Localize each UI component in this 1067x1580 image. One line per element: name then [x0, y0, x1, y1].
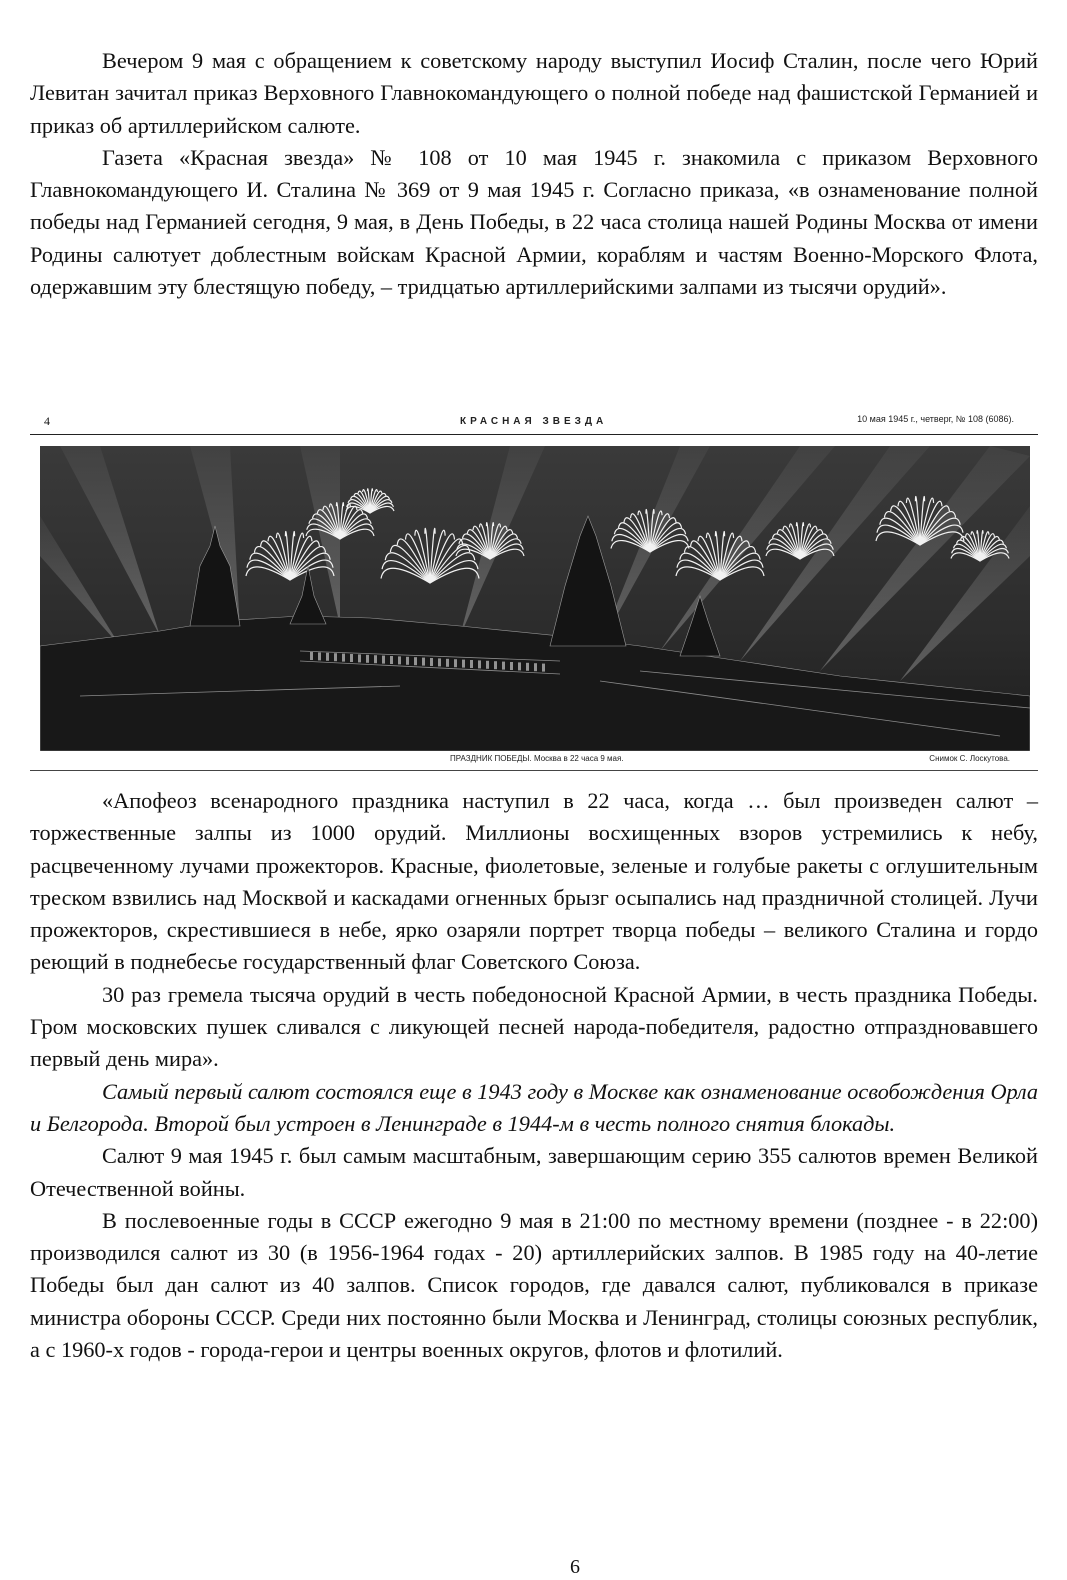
newspaper-name: КРАСНАЯ ЗВЕЗДА — [460, 416, 608, 427]
photo-credit: Снимок С. Лоскутова. — [929, 754, 1010, 763]
fireworks-photo — [40, 446, 1030, 751]
paragraph: В послевоенные годы в СССР ежегодно 9 мая в 21:00 по местному времени (позднее - в 22:00) производился салют из 30 (в 1956-1964 годах - 20) артиллерийских залпов. В 1985 году на 40-летие Победы был дан салют из 40 залпов. Список городов, где давался салют, публиковался в приказе министра обороны СССР. Среди них постоянно были Москва и Ленинград, столицы союзных республик, а с 1960-х годов - города-герои и центры военных округов, флотов и флотилий. — [30, 1207, 1038, 1363]
paragraph: 30 раз гремела тысяча орудий в честь победоносной Красной Армии, в честь праздника Победы. Гром московских пушек сливался с ликующей песней народа-победителя, радостно отпраздновавшего первый день мира». — [30, 981, 1038, 1072]
paragraph: Газета «Красная звезда» № 108 от 10 мая 1945 г. знакомила с приказом Верховного Главнокомандующего И. Сталина № 369 от 9 мая 1945 г. Согласно приказа, «в ознаменование полной победы над Германией сегодня, 9 мая, в День Победы, в 22 часа столица нашей Родины Москва от имени Родины салютует доблестным войскам Красной Армии, кораблям и частям Военно-Морского Флота, одержавшим эту блестящую победу, – тридцатью артиллерийскими залпами из тысячи орудий». — [30, 144, 1038, 300]
intro-text — [30, 45, 1038, 303]
page-number: 6 — [570, 1556, 580, 1578]
newspaper-clipping — [30, 412, 1038, 777]
divider — [30, 770, 1038, 771]
newspaper-issue: 10 мая 1945 г., четверг, № 108 (6086). — [857, 414, 1014, 424]
paragraph: «Апофеоз всенародного праздника наступил в 22 часа, когда … был произведен салют – торжественные залпы из 1000 орудий. Миллионы восхищенных взоров устремились к небу, расцвеченному лучами прожекторов. Красные, фиолетовые, зеленые и голубые ракеты с оглушительным треском взвились над Москвой и каскадами огненных брызг осыпались над праздничной столицей. Лучи прожекторов, скрестившиеся в небе, ярко озаряли портрет творца победы – великого Сталина и гордо реющий в поднебесье государственный флаг Советского Союза. — [30, 788, 1038, 975]
newspaper-header — [30, 412, 1038, 435]
photo-caption: ПРАЗДНИК ПОБЕДЫ. Москва в 22 часа 9 мая. — [450, 754, 624, 763]
paragraph: Салют 9 мая 1945 г. был самым масштабным, завершающим серию 355 салютов времен Великой Отечественной войны. — [30, 1143, 1038, 1201]
paragraph: Самый первый салют состоялся еще в 1943 году в Москве как ознаменование освобождения Орла и Белгорода. Второй был устроен в Ленинграде в 1944-м в честь полного снятия блокады. — [30, 1078, 1038, 1136]
newspaper-page-number: 4 — [44, 414, 50, 428]
body-text — [30, 785, 1038, 1366]
paragraph: Вечером 9 мая с обращением к советскому народу выступил Иосиф Сталин, после чего Юрий Левитан зачитал приказ Верховного Главнокомандующего о полной победе над фашистской Германией и приказ об артиллерийском салюте. — [30, 48, 1038, 138]
